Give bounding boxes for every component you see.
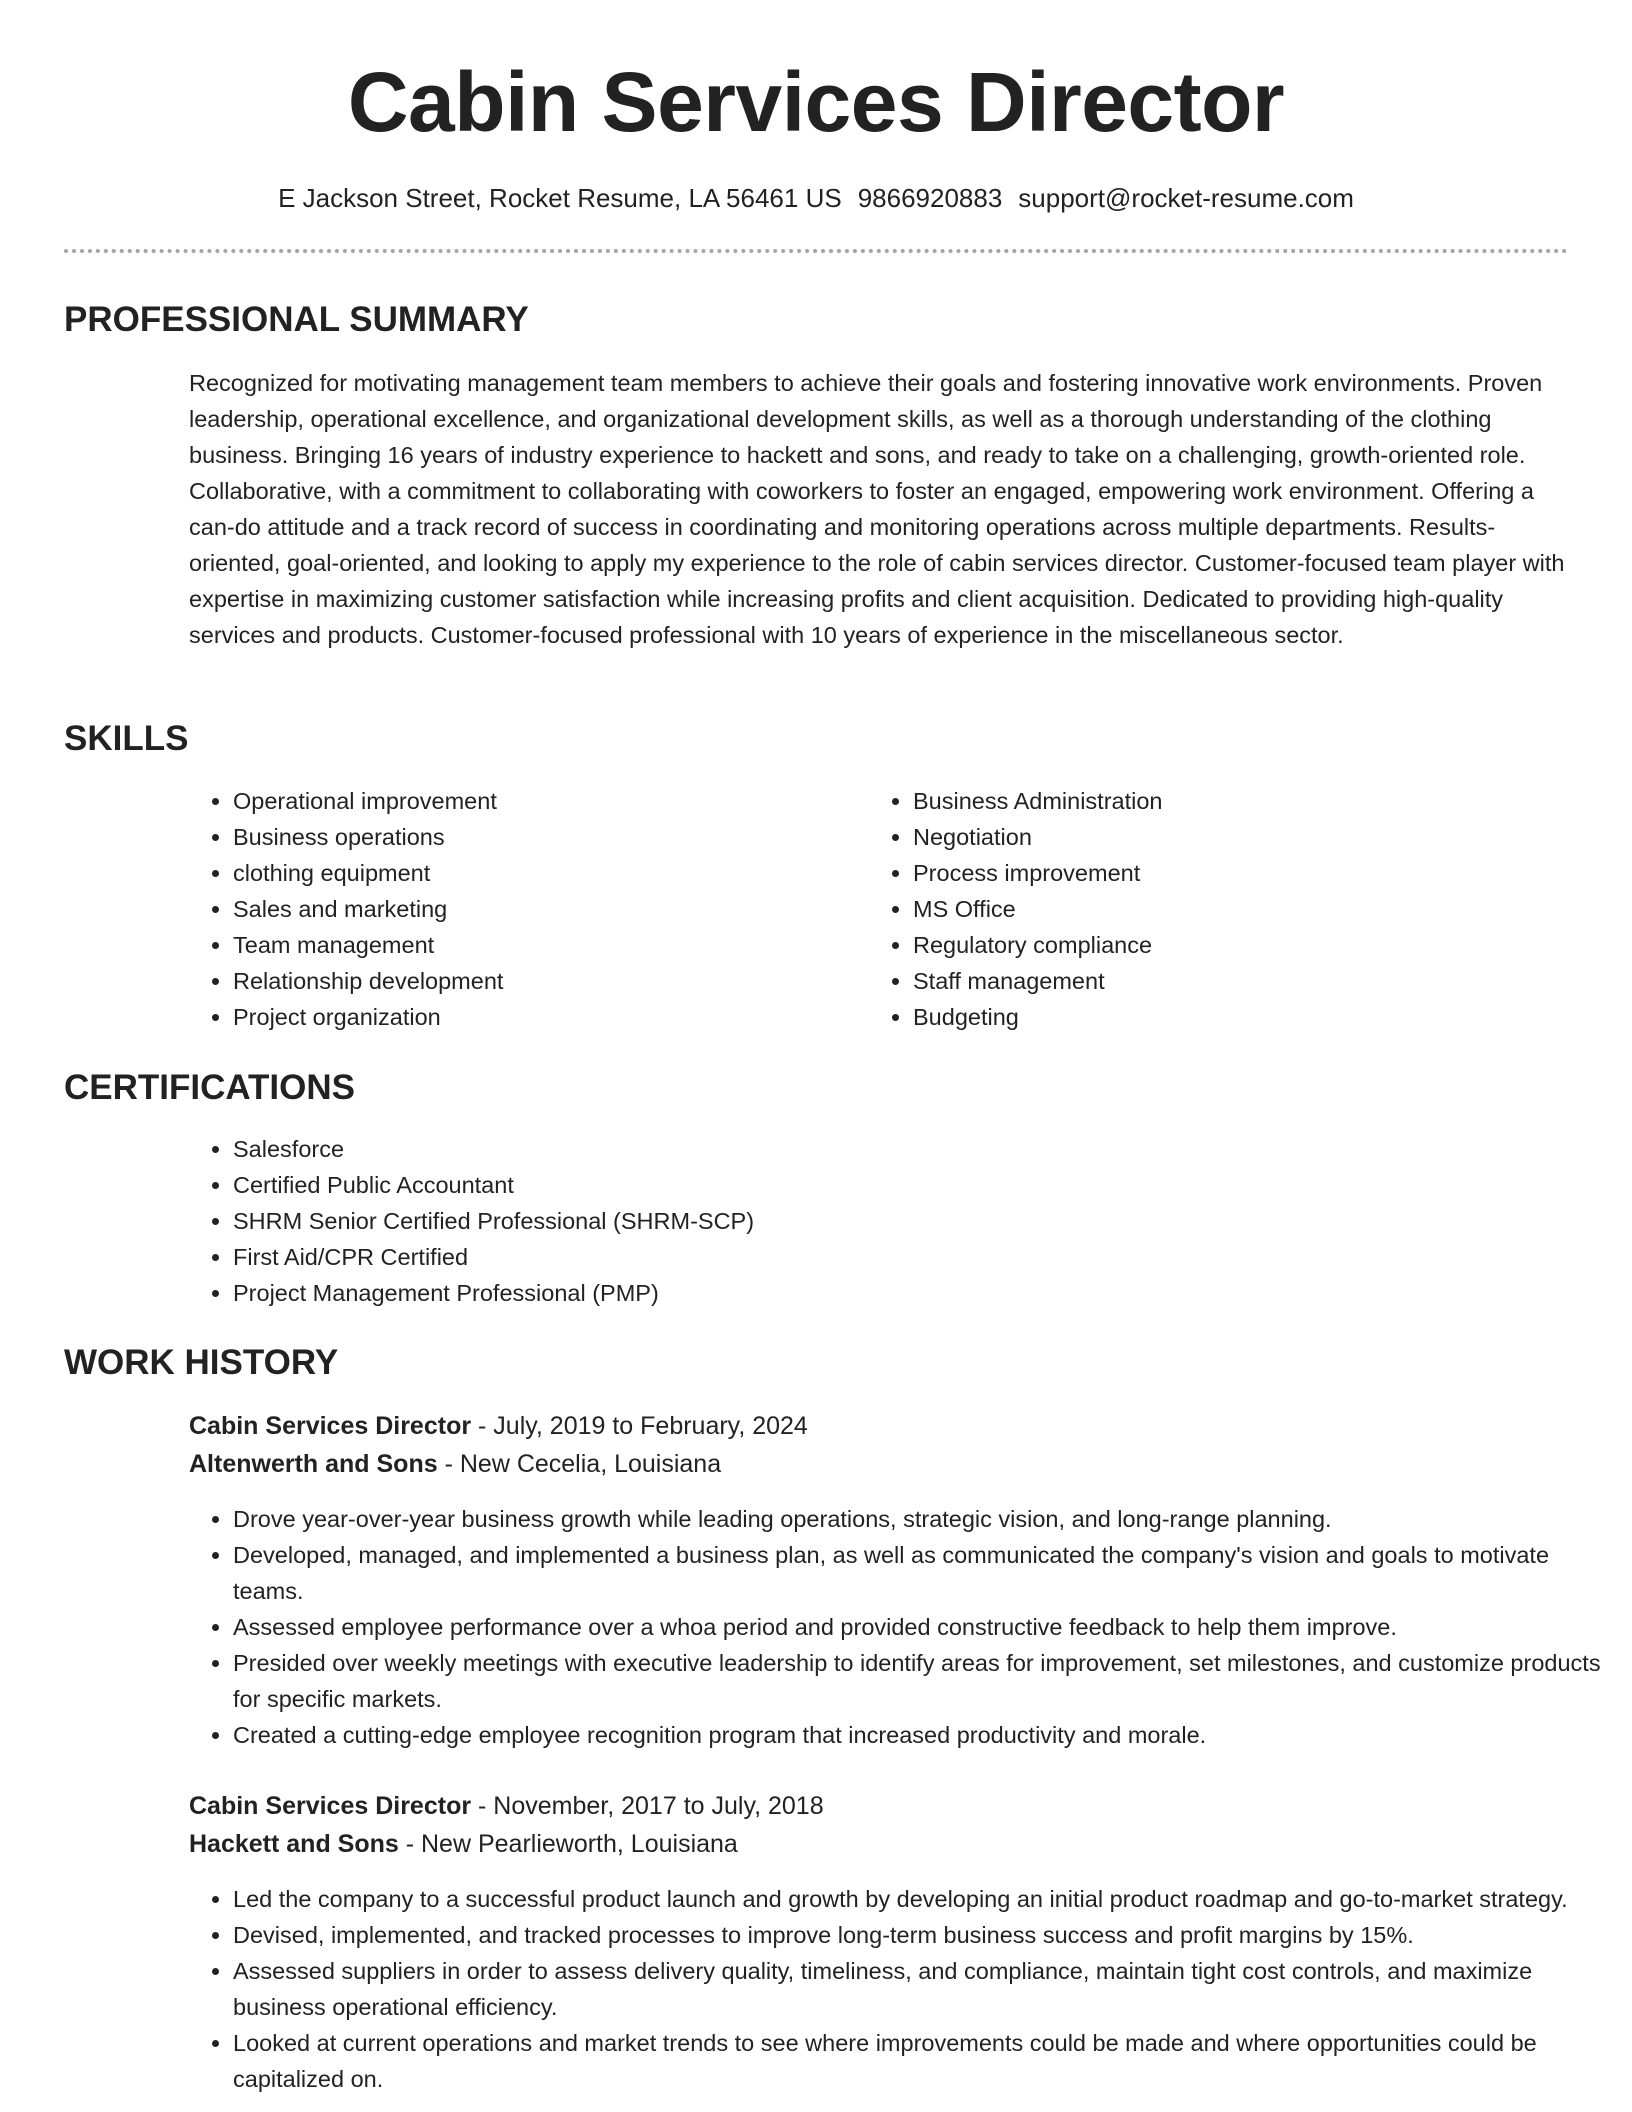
- job-title: Cabin Services Director: [189, 1412, 472, 1440]
- contact-line: [0, 180, 1632, 216]
- job-title-line: [189, 1407, 808, 1445]
- list-item: • Business operations: [233, 819, 833, 855]
- list-item: • Created a cutting-edge employee recognition program that increased productivity and morale.: [233, 1717, 1612, 1753]
- contact-address: E Jackson Street, Rocket Resume, LA 56461 US: [278, 183, 842, 213]
- list-item: • Assessed suppliers in order to assess delivery quality, timeliness, and compliance, maintain tight cost controls, and maximize business operational efficiency.: [233, 1953, 1612, 2025]
- section-title-work-history: WORK HISTORY: [64, 1343, 339, 1382]
- job-dates: - July, 2019 to February, 2024: [471, 1412, 808, 1440]
- job-title-line: [189, 1787, 824, 1825]
- job-title: Cabin Services Director: [189, 1792, 472, 1820]
- certifications-list: [189, 1131, 1533, 1311]
- contact-phone: 9866920883: [857, 183, 1003, 213]
- list-item: • Led the company to a successful product launch and growth by developing an initial product roadmap and go-to-market strategy.: [233, 1881, 1612, 1917]
- section-title-summary: PROFESSIONAL SUMMARY: [64, 300, 529, 339]
- list-item: • First Aid/CPR Certified: [233, 1239, 1533, 1275]
- resume-title: Cabin Services Director: [347, 55, 1285, 149]
- list-item: • Regulatory compliance: [913, 927, 1513, 963]
- job-company: Hackett and Sons: [189, 1830, 399, 1858]
- list-item: • Staff management: [913, 963, 1513, 999]
- section-title-certifications: CERTIFICATIONS: [64, 1068, 356, 1107]
- list-item: • Developed, managed, and implemented a business plan, as well as communicated the company's vision and goals to motivate teams.: [233, 1537, 1612, 1609]
- list-item: • Project organization: [233, 999, 833, 1035]
- summary-text: Recognized for motivating management team members to achieve their goals and fostering innovative work environments. Proven leadership, operational excellence, and organizational development skills, as well as a thorough understanding of the clothing business. Bringing 16 years of industry experience to hackett and sons, and ready to take on a challenging, growth-oriented role. Collaborative, with a commitment to collaborating with coworkers to foster an engaged, empowering work environment. Offering a can-do attitude and a track record of success in coordinating and monitoring operations across multiple departments. Results-oriented, goal-oriented, and looking to apply my experience to the role of cabin services director. Customer-focused team player with expertise in maximizing customer satisfaction while increasing profits and client acquisition. Dedicated to providing high-quality services and products. Customer-focused professional with 10 years of experience in the miscellaneous sector.: [189, 370, 1565, 648]
- job-company-line: [189, 1825, 738, 1863]
- job-company-line: [189, 1445, 721, 1483]
- list-item: • Negotiation: [913, 819, 1513, 855]
- list-item: • Operational improvement: [233, 783, 833, 819]
- job-bullets: [189, 1881, 1612, 2097]
- job-company: Altenwerth and Sons: [189, 1450, 438, 1478]
- list-item: • Budgeting: [913, 999, 1513, 1035]
- list-item: • Assessed employee performance over a whoa period and provided constructive feedback to help them improve.: [233, 1609, 1612, 1645]
- list-item: • Relationship development: [233, 963, 833, 999]
- list-item: • Certified Public Accountant: [233, 1167, 1533, 1203]
- list-item: • Project Management Professional (PMP): [233, 1275, 1533, 1311]
- section-title-skills: SKILLS: [64, 719, 189, 758]
- list-item: • Presided over weekly meetings with executive leadership to identify areas for improvement, set milestones, and customize products for specific markets.: [233, 1645, 1612, 1717]
- list-item: • Drove year-over-year business growth while leading operations, strategic vision, and long-range planning.: [233, 1501, 1612, 1537]
- skills-list-left: [189, 783, 833, 1035]
- list-item: • Looked at current operations and market trends to see where improvements could be made and where opportunities could be capitalized on.: [233, 2025, 1612, 2097]
- contact-email[interactable]: support@rocket-resume.com: [1018, 183, 1354, 213]
- list-item: • Sales and marketing: [233, 891, 833, 927]
- header-divider: [64, 249, 1568, 253]
- list-item: • Business Administration: [913, 783, 1513, 819]
- job-location: - New Pearlieworth, Louisiana: [398, 1830, 738, 1858]
- list-item: • Devised, implemented, and tracked processes to improve long-term business success and profit margins by 15%.: [233, 1917, 1612, 1953]
- list-item: • Process improvement: [913, 855, 1513, 891]
- list-item: • Salesforce: [233, 1131, 1533, 1167]
- list-item: • clothing equipment: [233, 855, 833, 891]
- job-bullets: [189, 1501, 1612, 1753]
- list-item: • MS Office: [913, 891, 1513, 927]
- skills-list-right: [869, 783, 1513, 1035]
- list-item: • SHRM Senior Certified Professional (SHRM-SCP): [233, 1203, 1533, 1239]
- list-item: • Team management: [233, 927, 833, 963]
- job-location: - New Cecelia, Louisiana: [437, 1450, 722, 1478]
- job-dates: - November, 2017 to July, 2018: [471, 1792, 824, 1820]
